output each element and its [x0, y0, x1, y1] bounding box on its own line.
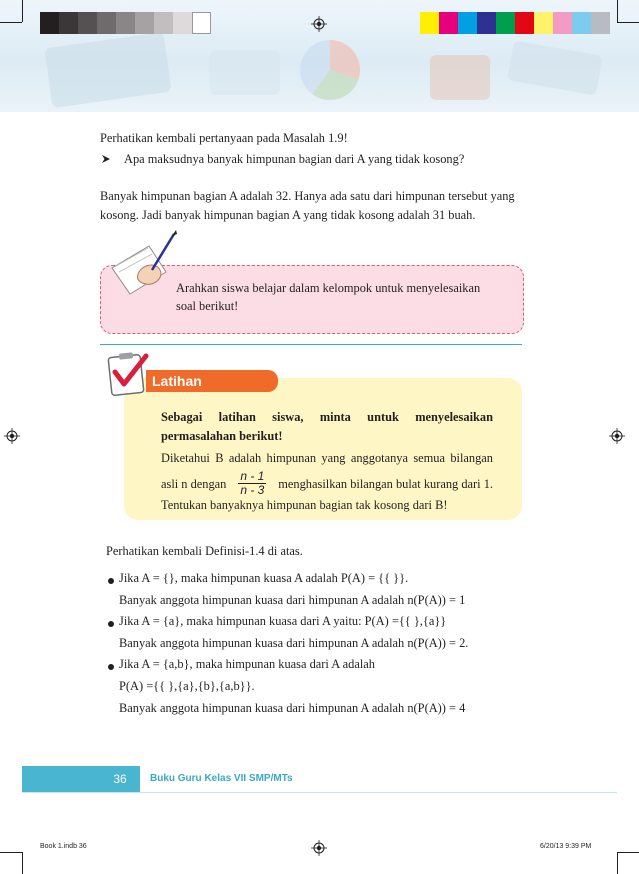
definisi-bullet-2-sub: Banyak anggota himpunan kuasa dari himpunan A adalah n(P(A)) = 2. — [119, 636, 469, 650]
latihan-line-3: Diketahui B adalah himpunan yang anggotanya semua bilangan — [161, 451, 493, 465]
slug-left: Book 1.indb 36 — [40, 843, 87, 850]
checklist-icon — [106, 350, 152, 398]
crop-mark — [0, 852, 22, 853]
question-line: Apa maksudnya banyak himpunan bagian dari A yang tidak kosong? — [124, 152, 465, 166]
crop-mark — [22, 852, 23, 874]
crop-mark — [617, 0, 618, 22]
slug-right: 6/20/13 9:39 PM — [540, 843, 592, 850]
latihan-line-4 — [161, 470, 493, 497]
footer-line — [22, 792, 617, 793]
book-title: Buku Guru Kelas VII SMP/MTs — [150, 773, 293, 784]
definisi-bullet-1-sub: Banyak anggota himpunan kuasa dari himpunan A adalah n(P(A)) = 1 — [119, 593, 466, 607]
definisi-bullet-3-sub-2: Banyak anggota himpunan kuasa dari himpunan A adalah n(P(A)) = 4 — [119, 701, 466, 715]
registration-mark-icon — [4, 428, 20, 444]
registration-mark-icon — [609, 428, 625, 444]
arrow-bullet-icon — [101, 154, 111, 164]
bullet-dot — [108, 664, 114, 670]
bullet-dot — [108, 578, 114, 584]
note-line-2: soal berikut! — [176, 299, 239, 313]
latihan-tab: Latihan — [146, 370, 278, 392]
latihan-line-5: Tentukan banyaknya himpunan bagian tak kosong dari B! — [161, 498, 448, 512]
page-number: 36 — [113, 772, 127, 786]
definisi-bullet-3-sub-1: P(A) ={{ },{a},{b},{a,b}}. — [119, 679, 255, 693]
definisi-bullet-1: Jika A = {}, maka himpunan kuasa A adalah P(A) = {{ }}. — [119, 571, 409, 585]
definisi-bullet-3: Jika A = {a,b}, maka himpunan kuasa dari A adalah — [119, 657, 375, 671]
fraction — [238, 470, 266, 497]
crop-mark — [0, 22, 22, 23]
fraction-denominator: n - 3 — [240, 483, 265, 497]
latihan-bold-line-1: Sebagai latihan siswa, minta untuk menyelesaikan — [161, 410, 493, 424]
crop-mark — [22, 0, 23, 22]
crop-mark — [617, 852, 618, 874]
definisi-bullet-2: Jika A = {a}, maka himpunan kuasa dari A yaitu: P(A) ={{ },{a}} — [119, 614, 447, 628]
grayscale-bar — [40, 12, 211, 34]
answer-line-2: kosong. Jadi banyak himpunan bagian A yang tidak kosong adalah 31 buah. — [100, 208, 476, 222]
color-bar — [420, 12, 610, 34]
note-line-1: Arahkan siswa belajar dalam kelompok untuk menyelesaikan — [176, 281, 481, 295]
definisi-intro: Perhatikan kembali Definisi-1.4 di atas. — [106, 544, 303, 558]
intro-line: Perhatikan kembali pertanyaan pada Masalah 1.9! — [100, 131, 348, 145]
bullet-dot — [108, 621, 114, 627]
fraction-numerator: n - 1 — [240, 469, 265, 483]
registration-mark-icon — [311, 840, 327, 856]
answer-line-1: Banyak himpunan bagian A adalah 32. Hanya ada satu dari himpunan tersebut yang — [100, 189, 515, 203]
latihan-bold-line-2: permasalahan berikut! — [161, 429, 283, 443]
crop-mark — [617, 22, 639, 23]
registration-mark-icon — [311, 16, 327, 32]
latihan-line-4-post: menghasilkan bilangan bulat kurang dari 1. — [278, 476, 493, 491]
hand-writing-icon — [104, 228, 186, 298]
section-divider — [100, 344, 522, 345]
latihan-line-4-pre: asli n dengan — [161, 476, 227, 491]
crop-mark — [617, 852, 639, 853]
